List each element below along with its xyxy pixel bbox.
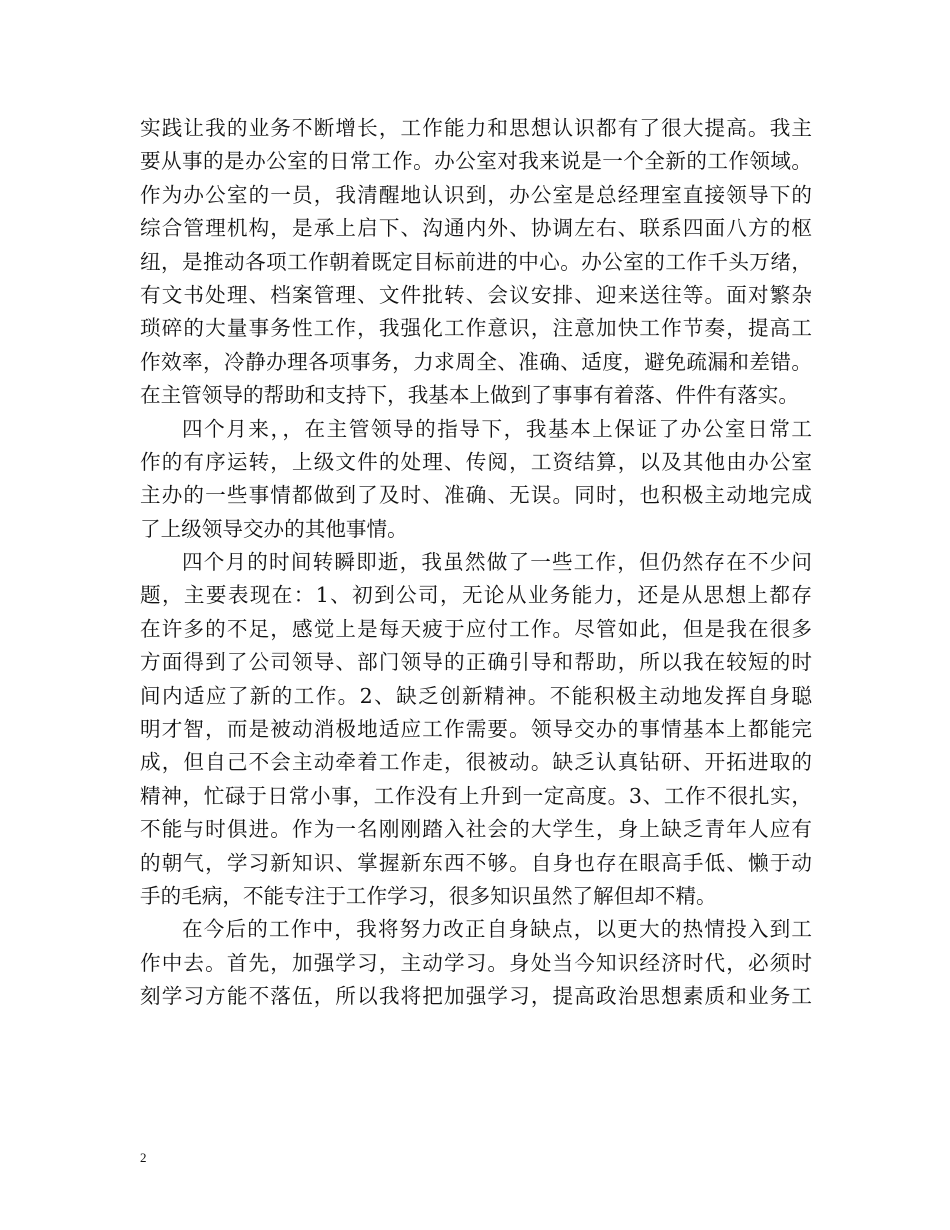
- body-line: 方面得到了公司领导、部门领导的正确引导和帮助，所以我在较短的时: [140, 650, 812, 675]
- body-line: 精神，忙碌于日常小事，工作没有上升到一定高度。3、工作不很扎实，: [140, 783, 812, 808]
- body-line: 明才智，而是被动消极地适应工作需要。领导交办的事情基本上都能完: [140, 717, 812, 742]
- body-line: 题，主要表现在：1、初到公司，无论从业务能力，还是从思想上都存: [140, 583, 812, 608]
- body-line: 不能与时俱进。作为一名刚刚踏入社会的大学生，身上缺乏青年人应有: [140, 817, 812, 842]
- body-line: 间内适应了新的工作。2、缺乏创新精神。不能积极主动地发挥自身聪: [140, 683, 812, 708]
- page-number: 2: [140, 1150, 147, 1165]
- body-line: 了上级领导交办的其他事情。: [140, 516, 408, 541]
- body-line: 琐碎的大量事务性工作，我强化工作意识，注意加快工作节奏，提高工: [140, 316, 812, 341]
- body-line: 手的毛病，不能专注于工作学习，很多知识虽然了解但却不精。: [140, 883, 717, 908]
- body-line: 纽，是推动各项工作朝着既定目标前进的中心。办公室的工作千头万绪，: [140, 249, 812, 274]
- body-line: 作为办公室的一员，我清醒地认识到，办公室是总经理室直接领导下的: [140, 182, 812, 207]
- body-line: 的朝气，学习新知识、掌握新东西不够。自身也存在眼高手低、懒于动: [140, 850, 812, 875]
- body-line: 作中去。首先，加强学习，主动学习。身处当今知识经济时代，必须时: [140, 950, 812, 975]
- body-line: 作的有序运转，上级文件的处理、传阅，工资结算，以及其他由办公室: [140, 449, 812, 474]
- body-line: 在主管领导的帮助和支持下，我基本上做到了事事有着落、件件有落实。: [140, 383, 799, 408]
- body-line: 刻学习方能不落伍，所以我将把加强学习，提高政治思想素质和业务工: [140, 984, 812, 1009]
- body-line: 在许多的不足，感觉上是每天疲于应付工作。尽管如此，但是我在很多: [140, 616, 812, 641]
- body-line: 作效率，冷静办理各项事务，力求周全、准确、适度，避免疏漏和差错。: [140, 349, 812, 374]
- body-line: 综合管理机构，是承上启下、沟通内外、协调左右、联系四面八方的枢: [140, 216, 812, 241]
- body-line: 成，但自己不会主动牵着工作走，很被动。缺乏认真钻研、开拓进取的: [140, 750, 812, 775]
- body-line: 要从事的是办公室的日常工作。办公室对我来说是一个全新的工作领域。: [140, 149, 812, 174]
- document-body: [140, 112, 812, 1014]
- body-line: 主办的一些事情都做到了及时、准确、无误。同时，也积极主动地完成: [140, 483, 812, 508]
- body-line: 实践让我的业务不断增长，工作能力和思想认识都有了很大提高。我主: [140, 116, 812, 140]
- paragraph-first-line: 四个月来，，在主管领导的指导下，我基本上保证了办公室日常工: [182, 416, 812, 441]
- paragraph-first-line: 四个月的时间转瞬即逝，我虽然做了一些工作，但仍然存在不少问: [182, 550, 812, 575]
- paragraph-first-line: 在今后的工作中，我将努力改正自身缺点，以更大的热情投入到工: [182, 917, 812, 942]
- body-line: 有文书处理、档案管理、文件批转、会议安排、迎来送往等。面对繁杂: [140, 282, 812, 307]
